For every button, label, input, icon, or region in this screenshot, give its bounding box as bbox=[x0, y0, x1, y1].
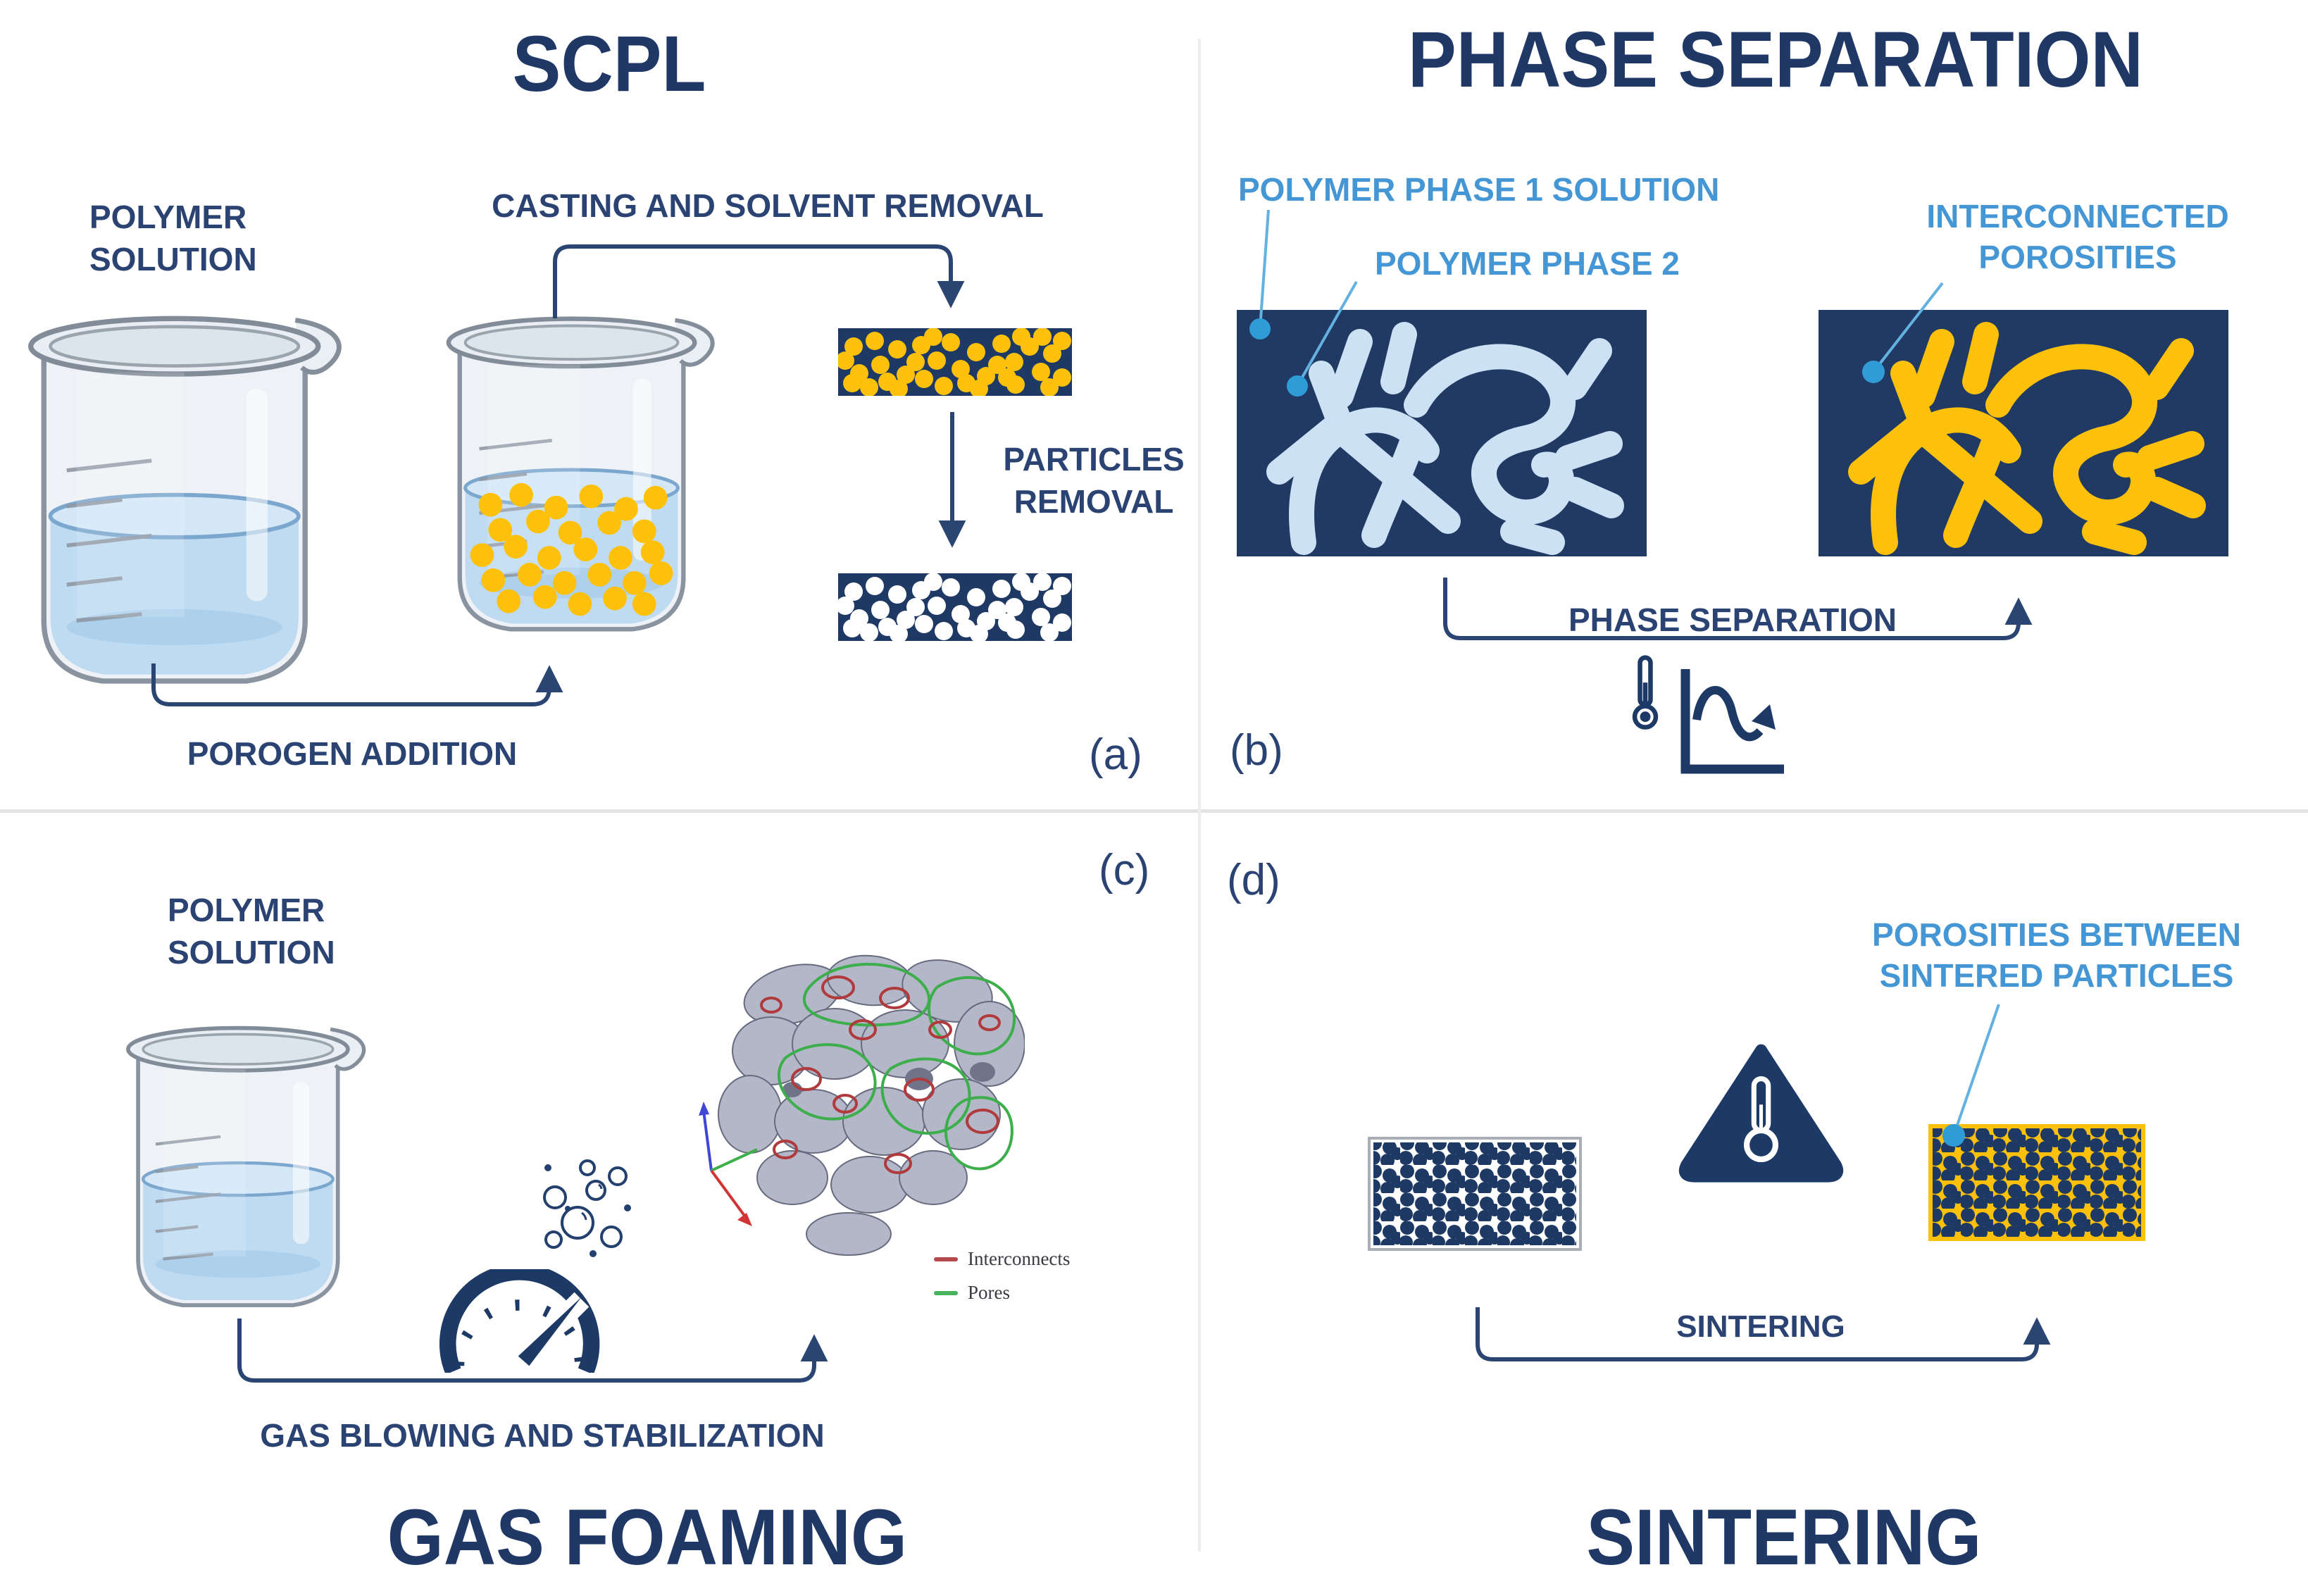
panel-tag-c: (c) bbox=[1099, 846, 1150, 894]
polymer-solution-label-a bbox=[89, 196, 257, 280]
interconnects-dash-icon bbox=[934, 1257, 958, 1261]
gas-bubbles-icon bbox=[542, 1154, 637, 1259]
gas-foaming-title: GAS FOAMING bbox=[387, 1493, 908, 1581]
panel-tag-b: (b) bbox=[1230, 726, 1283, 775]
beaker-gas-foaming bbox=[106, 992, 380, 1329]
interconnected-porosities-callout bbox=[1895, 196, 2261, 278]
panel-tag-a: (a) bbox=[1089, 730, 1142, 779]
legend-pores-label: Pores bbox=[968, 1282, 1010, 1303]
legend-interconnects bbox=[934, 1248, 1070, 1270]
pores-dash-icon bbox=[934, 1291, 958, 1295]
microct-scaffold-image bbox=[687, 938, 1025, 1269]
gas-blowing-label: GAS BLOWING AND STABILIZATION bbox=[260, 1417, 825, 1454]
phase-separation-title: PHASE SEPARATION bbox=[1408, 15, 2143, 104]
porosities-between-line1: POROSITIES BETWEEN bbox=[1872, 916, 2241, 953]
particles-removal-line2: REMOVAL bbox=[1013, 483, 1174, 520]
polymer-phase2-callout: POLYMER PHASE 2 bbox=[1375, 245, 1680, 282]
interconnected-line1: INTERCONNECTED bbox=[1926, 198, 2229, 235]
porous-scaffold-strip bbox=[838, 573, 1072, 641]
beaker-polymer-solution bbox=[1, 271, 361, 712]
polymer-solution-line1: POLYMER bbox=[89, 199, 247, 235]
porogen-addition-label: POROGEN ADDITION bbox=[187, 735, 518, 772]
polymer-solution-label-c bbox=[168, 889, 335, 973]
polymer-phase1-callout: POLYMER PHASE 1 SOLUTION bbox=[1238, 171, 1720, 208]
vertical-divider bbox=[1198, 39, 1201, 1552]
porosities-between-line2: SINTERED PARTICLES bbox=[1879, 957, 2234, 994]
polymer-solution-line2: SOLUTION bbox=[89, 241, 257, 278]
sintered-callout-line bbox=[1954, 1004, 1999, 1135]
particles-removal-line1: PARTICLES bbox=[1003, 441, 1185, 478]
legend-interconnects-label: Interconnects bbox=[968, 1248, 1071, 1269]
sintered-particles-rect bbox=[1928, 1124, 2145, 1241]
composite-with-porogen-strip bbox=[838, 328, 1072, 396]
porosities-between-callout bbox=[1866, 914, 2247, 996]
interconnected-line2: POROSITIES bbox=[1978, 239, 2177, 275]
panel-tag-d: (d) bbox=[1227, 856, 1280, 904]
thermometer-icon bbox=[1626, 654, 1665, 732]
temperature-curve-icon bbox=[1673, 662, 1792, 782]
pressure-gauge-icon bbox=[435, 1269, 615, 1373]
horizontal-divider bbox=[0, 809, 2308, 813]
scpl-title: SCPL bbox=[512, 20, 706, 108]
legend-pores bbox=[934, 1282, 1010, 1304]
phase-separation-process-label: PHASE SEPARATION bbox=[1568, 601, 1897, 638]
heat-warning-icon bbox=[1675, 1038, 1847, 1183]
loose-particles-rect bbox=[1368, 1137, 1582, 1251]
phase-panel-polymer bbox=[1237, 310, 1647, 556]
sintering-process-label: SINTERING bbox=[1676, 1309, 1845, 1344]
polymer-solution-c-line1: POLYMER bbox=[168, 892, 325, 928]
casting-solvent-removal-label: CASTING AND SOLVENT REMOVAL bbox=[492, 187, 1044, 224]
beaker-porogen bbox=[423, 278, 731, 656]
polymer-solution-c-line2: SOLUTION bbox=[168, 934, 335, 971]
phase-panel-porosities bbox=[1819, 310, 2228, 556]
sintering-title: SINTERING bbox=[1586, 1493, 1982, 1581]
particles-removal-label bbox=[986, 438, 1202, 523]
